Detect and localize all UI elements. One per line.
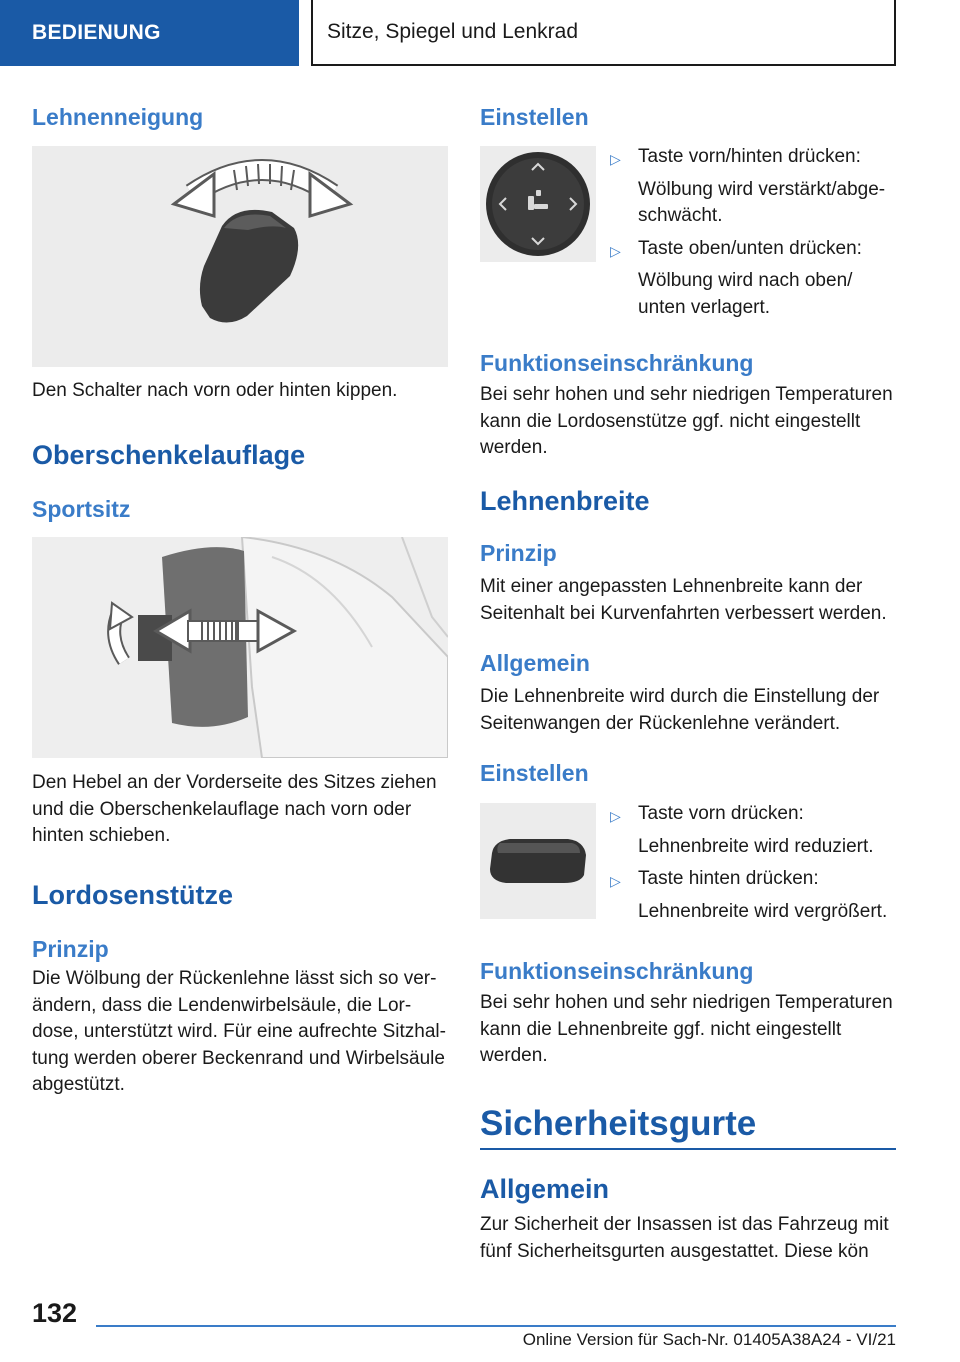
- heading-funktionseinschraenkung-1: Funktionseinschränkung: [480, 350, 754, 376]
- figure-thigh-support: [32, 537, 448, 758]
- step-triangle-icon: ▷: [610, 808, 621, 824]
- footer-online-version: Online Version für Sach-Nr. 01405A38A24 - VI/21: [522, 1330, 896, 1349]
- steps-lordose: [610, 144, 900, 327]
- step-result: Wölbung wird verstärkt/abgeschwächt.: [638, 178, 886, 226]
- caption-sportsitz: Den Hebel an der Vorderseite des Sitzes ziehen und die Oberschenkelauflage nach vorn oder hinten schieben.: [32, 772, 437, 846]
- step-lordose-2: [610, 236, 900, 322]
- figure-width-switch: [480, 803, 596, 919]
- lumbar-control-illustration: [480, 146, 596, 262]
- step-result: Lehnenbreite wird reduziert.: [638, 835, 874, 857]
- footer-rule: [96, 1325, 896, 1327]
- heading-lordosenstuetze: Lordosenstütze: [32, 880, 234, 910]
- step-triangle-icon: ▷: [610, 151, 621, 167]
- text-funktionseinschraenkung-1: Bei sehr hohen und sehr niedrigen Temperaturen kann die Lordosenstütze ggf. nicht eingestellt werden.: [480, 384, 893, 458]
- step-triangle-icon: ▷: [610, 242, 621, 259]
- text-allgemein-1: Die Lehnenbreite wird durch die Einstellung der Seitenwangen der Rückenlehne verändert.: [480, 686, 880, 734]
- heading-prinzip-2: Prinzip: [480, 540, 557, 566]
- heading-einstellen-lordose: Einstellen: [480, 104, 589, 130]
- step-action: Taste hinten drücken:: [638, 868, 819, 889]
- heading-sicherheitsgurte: Sicherheitsgurte: [480, 1104, 757, 1143]
- section-tab: [0, 0, 299, 66]
- caption-lehnenneigung: Den Schalter nach vorn oder hinten kippen.: [32, 380, 398, 401]
- steps-lehnenbreite: [610, 801, 900, 931]
- page-number: 132: [32, 1298, 78, 1328]
- heading-allgemein-2: Allgemein: [480, 1174, 610, 1204]
- heading-oberschenkelauflage: Oberschenkelauflage: [32, 440, 306, 470]
- heading-sportsitz: Sportsitz: [32, 496, 131, 522]
- step-lehnenbreite-2: [610, 866, 900, 925]
- step-action: Taste oben/unten drücken:: [638, 237, 862, 259]
- figure-backrest-switch: [32, 146, 448, 367]
- heading-einstellen-lehnenbreite: Einstellen: [480, 760, 589, 786]
- section-title: BEDIENUNG: [32, 21, 161, 44]
- heading-allgemein-1: Allgemein: [480, 650, 590, 676]
- thigh-support-illustration: [32, 537, 448, 758]
- heading-prinzip: Prinzip: [32, 936, 109, 962]
- chapter-rule: [480, 1148, 896, 1150]
- chapter-header: [311, 0, 896, 66]
- step-result: Wölbung wird nach oben/ unten verlagert.: [638, 270, 853, 318]
- text-prinzip-2: Mit einer angepassten Lehnenbreite kann der Seitenhalt bei Kurvenfahrten verbessert werden.: [480, 576, 887, 624]
- heading-funktionseinschraenkung-2: Funktionseinschränkung: [480, 958, 754, 984]
- width-switch-illustration: [480, 803, 596, 919]
- chapter-title: Sitze, Spiegel und Lenkrad: [327, 20, 579, 43]
- step-triangle-icon: ▷: [610, 873, 621, 889]
- text-allgemein-2: Zur Sicherheit der Insassen ist das Fahrzeug mit fünf Sicherheitsgurten ausgestattet. Diese kön: [480, 1214, 889, 1262]
- step-action: Taste vorn/hinten drücken:: [638, 146, 861, 167]
- text-funktionseinschraenkung-2: Bei sehr hohen und sehr niedrigen Temperaturen kann die Lehnenbreite ggf. nicht eingestellt werden.: [480, 992, 893, 1066]
- step-lordose-1: [610, 144, 900, 230]
- backrest-switch-illustration: [32, 146, 448, 367]
- heading-lehnenneigung: Lehnenneigung: [32, 104, 204, 130]
- step-lehnenbreite-1: [610, 801, 900, 860]
- figure-lumbar-control: [480, 146, 596, 262]
- step-result: Lehnenbreite wird vergrößert.: [638, 900, 888, 922]
- step-action: Taste vorn drücken:: [638, 803, 804, 824]
- text-prinzip: Die Wölbung der Rückenlehne lässt sich so verändern, dass die Lendenwirbelsäule, die Lordose, unterstützt wird. Für eine aufrechte Sitzhaltung werden oberer Beckenrand und Wirbelsäule abgestützt.: [32, 968, 446, 1095]
- heading-lehnenbreite: Lehnenbreite: [480, 486, 650, 516]
